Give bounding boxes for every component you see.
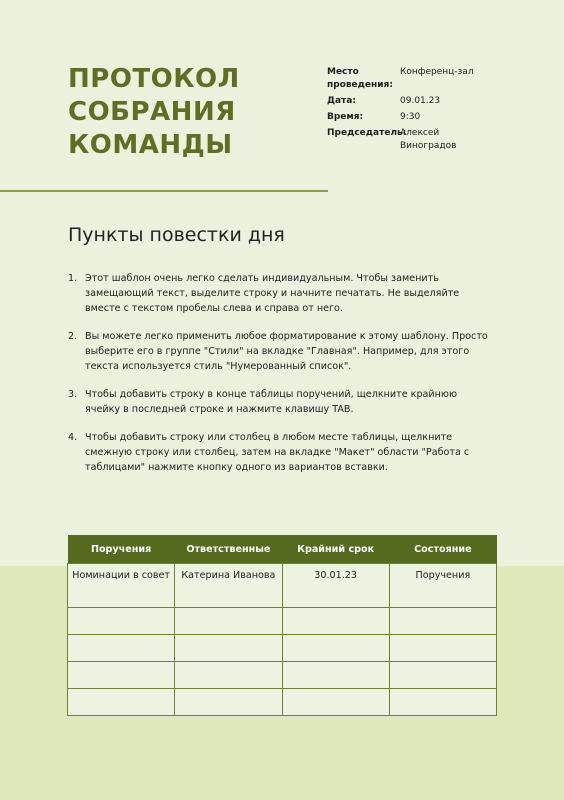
table-cell[interactable]: [175, 662, 282, 689]
header-divider: [0, 190, 328, 192]
agenda-item-number: 4.: [68, 432, 78, 443]
agenda-item-number: 3.: [68, 389, 78, 400]
agenda-item-text: Вы можете легко применить любое форматирование к этому шаблону. Просто выберите его в группе "Стили" на вкладке "Главная". Например, для этого текста используется стиль "Нумерованный список".: [85, 331, 488, 372]
agenda-item: [68, 271, 488, 316]
meta-row-time: [327, 111, 480, 124]
table-cell[interactable]: [175, 608, 282, 635]
table-cell[interactable]: Номинации в совет: [68, 564, 175, 608]
meta-row-location: [327, 66, 480, 92]
meta-label: Место проведения:: [327, 67, 393, 90]
tasks-table: [67, 535, 497, 716]
table-cell[interactable]: Поручения: [389, 564, 496, 608]
table-cell[interactable]: [68, 608, 175, 635]
table-cell[interactable]: [68, 689, 175, 716]
agenda-item: [68, 329, 488, 374]
meta-label: Председатель:: [327, 128, 407, 138]
meta-value: 9:30: [400, 112, 421, 122]
table-cell[interactable]: 30.01.23: [282, 564, 389, 608]
meta-row-date: [327, 95, 480, 108]
table-cell[interactable]: [389, 689, 496, 716]
agenda-item: [68, 387, 488, 417]
agenda-heading: Пункты повестки дня: [68, 224, 285, 246]
agenda-item-text: Чтобы добавить строку или столбец в любом месте таблицы, щелкните смежную строку или столбец, затем на вкладке "Макет" области "Работа с таблицами" нажмите кнопку одного из вариантов вставки.: [85, 432, 470, 473]
title-line: СОБРАНИЯ: [68, 97, 236, 127]
table-row: [68, 564, 497, 608]
table-row: [68, 608, 497, 635]
table-cell[interactable]: [282, 635, 389, 662]
table-cell[interactable]: [175, 635, 282, 662]
meeting-details: [327, 66, 480, 156]
agenda-item-number: 2.: [68, 331, 78, 342]
table-cell[interactable]: [282, 608, 389, 635]
document-title: [68, 63, 240, 162]
title-line: КОМАНДЫ: [68, 130, 233, 160]
table-cell[interactable]: [389, 608, 496, 635]
table-row: [68, 635, 497, 662]
title-line: ПРОТОКОЛ: [68, 64, 240, 94]
table-row: [68, 689, 497, 716]
column-header-tasks: Поручения: [68, 535, 175, 564]
meta-row-chair: [327, 127, 480, 153]
meta-value: Конференц-зал: [400, 67, 474, 77]
agenda-item: [68, 430, 488, 475]
meta-label: Время:: [327, 112, 364, 122]
column-header-deadline: Крайний срок: [282, 535, 389, 564]
table-cell[interactable]: Катерина Иванова: [175, 564, 282, 608]
agenda-item-text: Чтобы добавить строку в конце таблицы поручений, щелкните крайнюю ячейку в последней строке и нажмите клавишу TAB.: [85, 389, 458, 415]
meta-value: 09.01.23: [400, 96, 441, 106]
tasks-header-row: [68, 535, 497, 564]
table-cell[interactable]: [282, 662, 389, 689]
agenda-item-text: Этот шаблон очень легко сделать индивидуальным. Чтобы заменить замещающий текст, выделите строку и начните печатать. Не выделяйте вместе с текстом пробелы слева и справа от него.: [85, 273, 460, 314]
table-cell[interactable]: [389, 635, 496, 662]
table-cell[interactable]: [68, 635, 175, 662]
table-cell[interactable]: [389, 662, 496, 689]
column-header-owners: Ответственные: [175, 535, 282, 564]
table-cell[interactable]: [175, 689, 282, 716]
agenda-list: [68, 271, 488, 488]
table-cell[interactable]: [282, 689, 389, 716]
meta-value: Алексей Виноградов: [400, 128, 457, 151]
table-cell[interactable]: [68, 662, 175, 689]
column-header-status: Состояние: [389, 535, 496, 564]
meta-label: Дата:: [327, 96, 356, 106]
agenda-item-number: 1.: [68, 273, 78, 284]
table-row: [68, 662, 497, 689]
